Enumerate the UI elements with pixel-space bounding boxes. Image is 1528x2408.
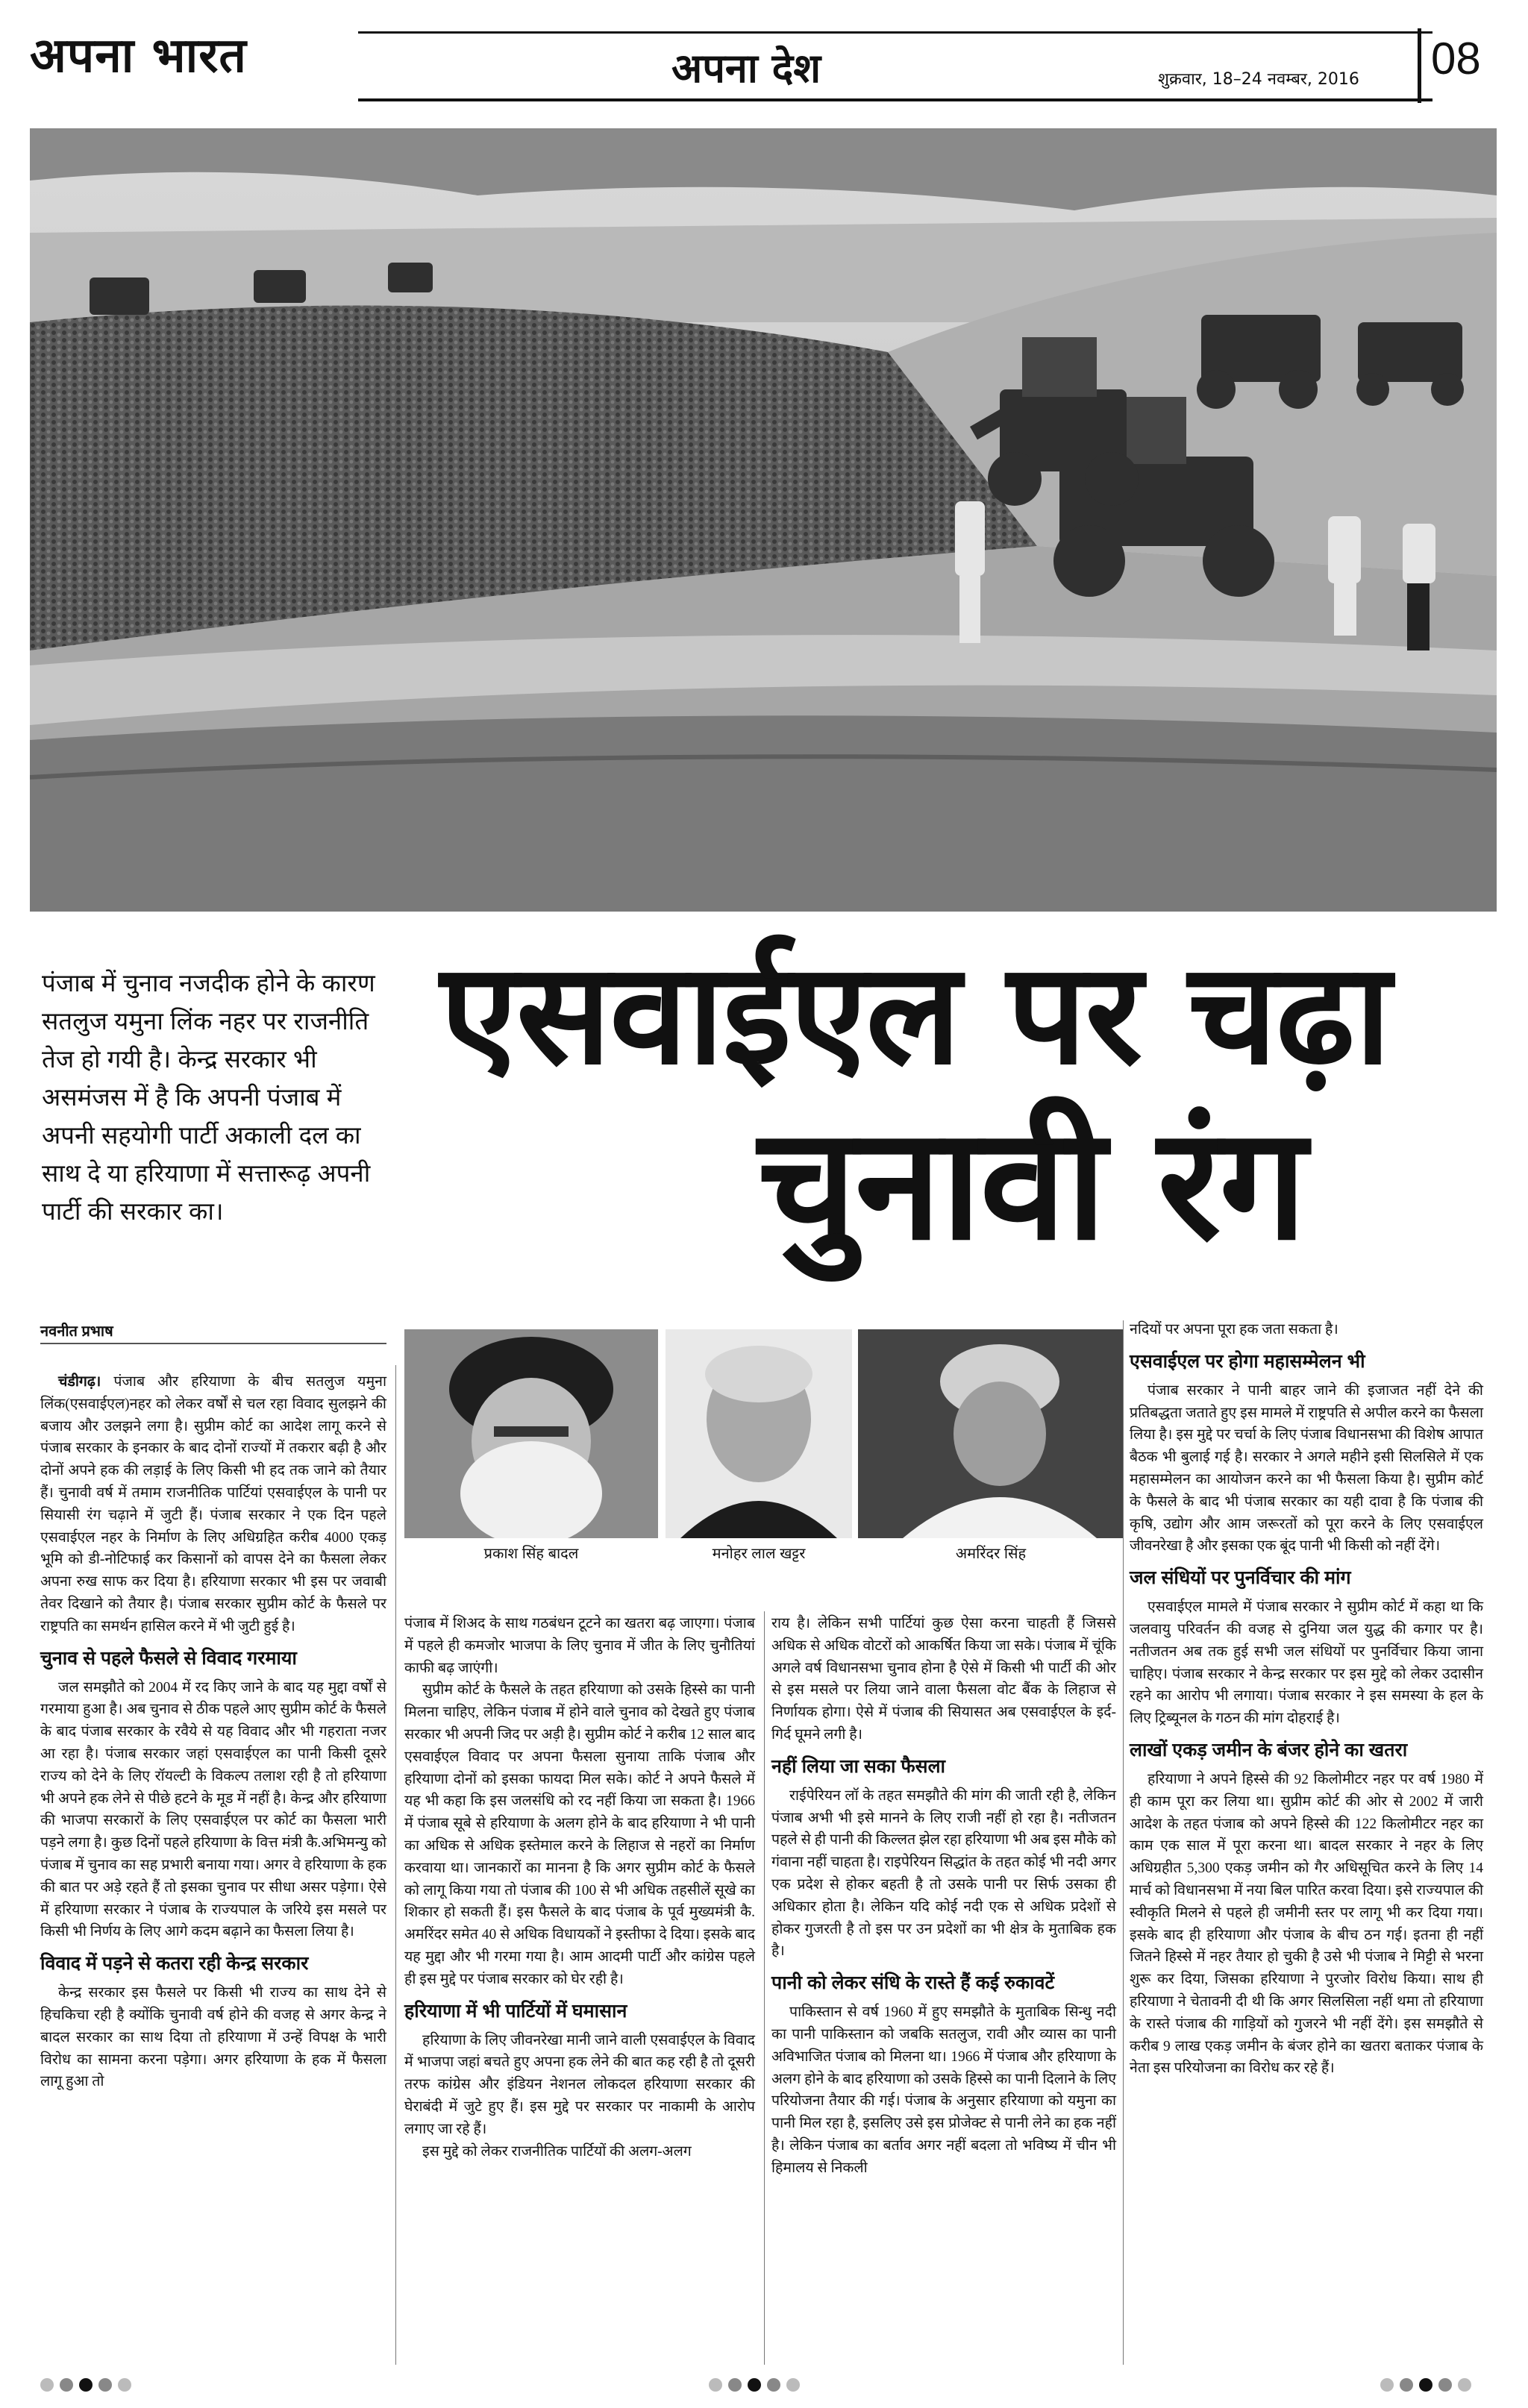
- body-paragraph: केन्द्र सरकार इस फैसले पर किसी भी राज्य का साथ देने से हिचकिचा रही है क्योंकि चुनावी वर्ष होने की वजह से अगर केन्द्र ने बादल सरकार का साथ दिया तो हरियाणा में उन्हें विपक्ष के भारी विरोध का सामना करना पड़ेगा। अगर हरियाणा के हक में फैसला लागू हुआ तो: [40, 1985, 386, 2090]
- publication-name: अपना भारत: [30, 28, 247, 84]
- portrait-photo: [858, 1329, 1124, 1538]
- subheading: पानी को लेकर संधि के रास्ते हैं कई रुकावटें: [771, 1972, 1055, 1994]
- dot-icon: [1458, 2378, 1471, 2392]
- dot-icon: [118, 2378, 131, 2392]
- dot-icon: [40, 2378, 54, 2392]
- subheading: लाखों एकड़ जमीन के बंजर होने का खतरा: [1130, 1739, 1408, 1760]
- portrait-caption: प्रकाश सिंह बादल: [483, 1546, 579, 1562]
- byline: नवनीत प्रभाष: [40, 1323, 113, 1340]
- masthead-rule: [358, 31, 1432, 34]
- portrait-khattar: [666, 1329, 852, 1538]
- subheading: चुनाव से पहले फैसले से विवाद गरमाया: [40, 1647, 297, 1669]
- subheading: नहीं लिया जा सका फैसला: [771, 1755, 946, 1777]
- dot-icon: [60, 2378, 73, 2392]
- page-number-divider: [1418, 28, 1421, 103]
- dot-icon: [786, 2378, 800, 2392]
- article-column-1: [40, 1371, 386, 2093]
- footer-dots-center: [709, 2378, 806, 2393]
- construction-site-photo: [30, 128, 1497, 912]
- lead-photo: [30, 128, 1497, 912]
- body-paragraph: हरियाणा ने अपने हिस्से की 92 किलोमीटर नहर पर वर्ष 1980 में ही काम पूरा कर लिया था। सुप्रीम कोर्ट की ओर से 2002 में जारी आदेश के तहत पंजाब को अपने हिस्से की 122 किलोमीटर नहर का काम एक साल में पूरा करना था। बादल सरकार ने नहर के लिए अधिग्रहीत 5,300 एकड़ जमीन को गैर अधिसूचित करने के लिए 14 मार्च को विधानसभा में नया बिल पारित करवा दिया। इसे राज्यपाल की स्वीकृति मिलने से पहले ही जमीनी स्तर पर लागू भी कर दिया गया। इसके बाद ही हरियाणा और पंजाब के बीच ठन गई। इतना ही नहीं जितने हिस्से में नहर तैयार हो चुकी है उसे भी पंजाब ने मिट्टी से भरना शुरू कर दिया, जिसका हरियाणा ने पुरजोर विरोध किया। साथ ही हरियाणा ने चेतावनी दी थी कि अगर सिलसिला नहीं थमा तो हरियाणा के रास्ते पंजाब की गाड़ियों को गुजरने भी नहीं देंगे। इस समझौते से करीब 9 लाख एकड़ जमीन के बंजर होने का खतरा बताकर पंजाब के नेता इस परियोजना का विरोध कर रहे हैं।: [1130, 1771, 1483, 2077]
- subheading: एसवाईएल पर होगा महासम्मेलन भी: [1130, 1350, 1365, 1372]
- issue-date: शुक्रवार, 18–24 नवम्बर, 2016: [1158, 70, 1359, 89]
- dot-icon: [748, 2378, 761, 2392]
- page-number: 08: [1431, 34, 1481, 84]
- body-paragraph: पंजाब में शिअद के साथ गठबंधन टूटने का खतरा बढ़ जाएगा। पंजाब में पहले ही कमजोर भाजपा के लिए चुनाव में जीत के लिए चुनौतियां काफी बढ़ जाएंगी।: [404, 1616, 755, 1676]
- column-rule: [1123, 1320, 1124, 2365]
- story-deck: पंजाब में चुनाव नजदीक होने के कारण सतलुज यमुना लिंक नहर पर राजनीति तेज हो गयी है। केन्द्र सरकार भी असमंजस में है कि अपनी पंजाब में अपनी सहयोगी पार्टी अकाली दल का साथ दे या हरियाणा में सत्तारूढ़ अपनी पार्टी की सरकार का।: [42, 969, 375, 1225]
- dot-icon: [1380, 2378, 1394, 2392]
- article-column-2: [404, 1613, 755, 2163]
- subheading: विवाद में पड़ने से कतरा रही केन्द्र सरकार: [40, 1953, 309, 1975]
- column-rule: [395, 1365, 396, 2365]
- body-paragraph: सुप्रीम कोर्ट के फैसले के तहत हरियाणा को उसके हिस्से का पानी मिलना चाहिए, लेकिन पंजाब में होने वाले चुनाव को देखते हुए पंजाब सरकार भी अपनी जिद पर अड़ी है। सुप्रीम कोर्ट ने करीब 12 साल बाद एसवाईएल विवाद पर अपना फैसला सुनाया ताकि पंजाब और हरियाणा दोनों को इसका फायदा मिल सके। कोर्ट ने अपने फैसले में यह भी कहा कि इस जलसंधि को रद नहीं किया जा सकता है। 1966 में पंजाब सूबे से हरियाणा के अलग होने के बाद हरियाणा ने भी पानी का अधिक से अधिक इस्तेमाल करने के लिहाज से नहरों का निर्माण करवाया था। जानकारों का मानना है कि अगर सुप्रीम कोर्ट के फैसले को लागू किया गया तो पंजाब की 100 से भी अधिक तहसीलें सूखे का शिकार हो सकती हैं। इस फैसले के बाद पंजाब के पूर्व मुख्यमंत्री कै. अमरिंदर समेत 40 से अधिक विधायकों ने इस्तीफा दे दिया। इसके बाद यह मुद्दा और भी गरमा गया है। आम आदमी पार्टी और कांग्रेस पहले ही इस मुद्दे पर पंजाब सरकार को घेर रही है।: [404, 1682, 755, 1987]
- column-rule: [764, 1611, 765, 2365]
- headline-line-2: चुनावी रंग: [758, 1094, 1306, 1275]
- portrait-caption: अमरिंदर सिंह: [955, 1546, 1027, 1562]
- body-paragraph: हरियाणा के लिए जीवनरेखा मानी जाने वाली एसवाईएल के विवाद में भाजपा जहां बचते हुए अपना हक लेने की बात कह रही है तो दूसरी तरफ कांग्रेस और इंडियन नेशनल लोकदल हरियाणा सरकार की घेराबंदी में जुटे हुए हैं। इस मुद्दे पर सरकार पर नाकामी के आरोप लगाए जा रहे हैं।: [404, 2032, 755, 2137]
- portrait-badal: [404, 1329, 658, 1538]
- portrait-caption: मनोहर लाल खट्टर: [712, 1546, 806, 1562]
- portrait-amarinder: [858, 1329, 1124, 1538]
- dot-icon: [98, 2378, 112, 2392]
- dot-icon: [79, 2378, 93, 2392]
- body-paragraph: पाकिस्तान से वर्ष 1960 में हुए समझौते के मुताबिक सिन्धु नदी का पानी पाकिस्तान को जबकि सतलुज, रावी और व्यास का पानी अविभाजित पंजाब को मिलना था। 1966 में पंजाब और हरियाणा के अलग होने के बाद हरियाणा को उसके हिस्से का पानी दिलाने के लिए परियोजना तैयार की गई। पंजाब के अनुसार हरियाणा को यमुना का पानी मिल रहा है, इसलिए उसे इस प्रोजेक्ट से पानी लेने का हक नहीं है। लेकिन पंजाब का बर्ताव अगर नहीं बदला तो भविष्य में चीन भी हिमालय से निकली: [771, 2004, 1116, 2176]
- body-paragraph: चंडीगढ़। पंजाब और हरियाणा के बीच सतलुज यमुना लिंक(एसवाईएल)नहर को लेकर वर्षों से चल रहा विवाद सुलझने की बजाय और उलझने लगा है। सुप्रीम कोर्ट का आदेश लागू करने से पंजाब सरकार के इनकार के बाद दोनों राज्यों में तकरार बढ़ी है और दोनों अपने हक की लड़ाई के लिए किसी भी हद तक जाने को तैयार हैं। चुनावी वर्ष में तमाम राजनीतिक पार्टियां एसवाईएल के पानी पर सियासी रंग चढ़ाने में जुटी हैं। पंजाब सरकार ने एक दिन पहले एसवाईएल नहर के निर्माण के लिए अधिग्रहित करीब 4000 एकड़ भूमि को डी-नोटिफाई कर किसानों को वापस देने का फैसला लेकर अपना रुख साफ कर दिया है। हरियाणा सरकार भी इस पर जवाबी तेवर दिखाने को तैयार है। पंजाब सरकार सुप्रीम कोर्ट के फैसले पर राष्ट्रपति का समर्थन हासिल करने में भी जुटी हुई है।: [40, 1374, 386, 1634]
- masthead: [30, 21, 1498, 110]
- body-paragraph: राय है। लेकिन सभी पार्टियां कुछ ऐसा करना चाहती हैं जिससे अधिक से अधिक वोटरों को आकर्षित किया जा सके। पंजाब में चूंकि अगले वर्ष विधानसभा चुनाव होना है ऐसे में किसी भी पार्टी की ओर से इस मसले पर लिया जाने वाला फैसला वोट बैंक के लिहाज से निर्णायक होगा। ऐसे में पंजाब की सियासत अब एसवाईएल के इर्द-गिर्द घूमने लगी है।: [771, 1616, 1116, 1743]
- body-paragraph: इस मुद्दे को लेकर राजनीतिक पार्टियों की अलग-अलग: [422, 2143, 692, 2160]
- headline-line-1: एसवाईएल पर चढ़ा: [440, 932, 1390, 1096]
- body-paragraph: जल समझौते को 2004 में रद किए जाने के बाद यह मुद्दा वर्षों से गरमाया हुआ है। अब चुनाव से ठीक पहले आए सुप्रीम कोर्ट के फैसले के बाद पंजाब सरकार के रवैये से यह विवाद और भी गहराता नजर आ रहा है। पंजाब सरकार जहां एसवाईएल का पानी किसी दूसरे राज्य को देने के लिए रॉयल्टी के विकल्प तलाश रही है तो हरियाणा भी अपने हक लेने से पीछे हटने के मूड में नहीं है। केन्द्र और हरियाणा की भाजपा सरकारों के लिए एसवाईएल पर कोर्ट का फैसला भारी पड़ने लगा है। कुछ दिनों पहले हरियाणा के वित्त मंत्री कै.अभिमन्यु को पंजाब में चुनाव का सह प्रभारी बनाया गया। अगर वे हरियाणा के हक की बात पर अड़े रहते हैं तो इसका चुनाव पर सीधा असर पड़ेगा। ऐसे में हरियाणा सरकार ने पंजाब के राज्यपाल के जरिये इस मसले पर किसी भी निर्णय के लिए आगे कदम बढ़ाने का फैसला लिया है।: [40, 1679, 386, 1940]
- dot-icon: [1400, 2378, 1413, 2392]
- body-paragraph: पंजाब सरकार ने पानी बाहर जाने की इजाजत नहीं देने की प्रतिबद्धता जताते हुए इस मामले में राष्ट्रपति से अपील करने का फैसला लिया है। इस मुद्दे पर चर्चा के लिए पंजाब विधानसभा की विशेष आपात बैठक भी बुलाई गई है। सरकार ने अगले महीने इसी सिलसिले में एक महासम्मेलन का आयोजन करने का भी फैसला किया है। सुप्रीम कोर्ट के फैसले के बाद भी पंजाब सरकार का यही दावा है कि पंजाब की कृषि, उद्योग और आम जरूरतों को पूरा करने के लिए एसवाईएल जीवनरेखा है और इसका एक बूंद पानी भी किसी को नहीं देंगे।: [1130, 1382, 1483, 1555]
- dot-icon: [767, 2378, 780, 2392]
- byline-rule: [40, 1343, 386, 1344]
- dot-icon: [728, 2378, 742, 2392]
- dot-icon: [709, 2378, 722, 2392]
- portrait-photo: [666, 1329, 852, 1538]
- article-column-3: [771, 1613, 1116, 2180]
- dot-icon: [1419, 2378, 1432, 2392]
- footer-dots-left: [40, 2378, 137, 2393]
- body-paragraph: राईपेरियन लॉ के तहत समझौते की मांग की जाती रही है, लेकिन पंजाब अभी भी इसे मानने के लिए राजी नहीं हो रहा है। नतीजतन पहले से ही पानी की किल्लत झेल रहा हरियाणा भी अब इस मौके को गंवाना नहीं चाहता है। राइपेरियन सिद्धांत के तहत कोई भी नदी अगर एक प्रदेश से होकर बहती है तो उसके पानी पर सिर्फ उसका ही अधिकार होता है। लेकिन यदि कोई नदी एक से अधिक प्रदेशों से होकर गुजरती है तो इस पर उन प्रदेशों का भी क्षेत्र के मुताबिक हक है।: [771, 1787, 1116, 1960]
- masthead-rule: [358, 98, 1432, 101]
- dateline: चंडीगढ़।: [58, 1374, 101, 1390]
- body-paragraph: एसवाईएल मामले में पंजाब सरकार ने सुप्रीम कोर्ट में कहा था कि जलवायु परिवर्तन की वजह से दुनिया जल युद्ध की कगार पर है। नतीजतन अब तक हुई सभी जल संधियों पर पुनर्विचार किया जाना चाहिए। पंजाब सरकार ने केन्द्र सरकार पर इस मुद्दे को लेकर उदासीन रहने का आरोप भी लगाया। पंजाब सरकार ने इस समस्या के हल के लिए ट्रिब्यूनल के गठन की मांग दोहराई है।: [1130, 1599, 1483, 1727]
- subheading: हरियाणा में भी पार्टियों में घमासान: [404, 2000, 627, 2022]
- body-paragraph: नदियों पर अपना पूरा हक जता सकता है।: [1130, 1322, 1338, 1338]
- subheading: जल संधियों पर पुनर्विचार की मांग: [1130, 1567, 1351, 1589]
- dot-icon: [1438, 2378, 1452, 2392]
- portrait-photo: [404, 1329, 658, 1538]
- article-column-4: [1130, 1319, 1483, 2080]
- section-title: अपना देश: [671, 44, 821, 92]
- footer-dots-right: [1380, 2378, 1477, 2393]
